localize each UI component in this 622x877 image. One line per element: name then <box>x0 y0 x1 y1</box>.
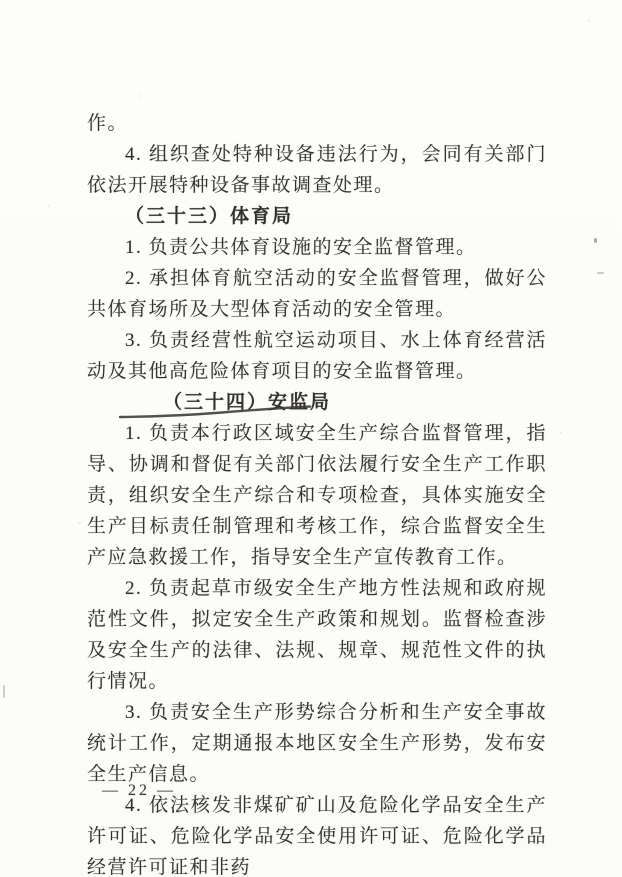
page-number: — 22 — <box>102 782 176 799</box>
underlined-heading-wrap <box>125 387 331 418</box>
paragraph-sports-item-2: 2. 承担体育航空活动的安全监督管理，做好公共体育场所及大型体育活动的安全管理。 <box>87 268 547 320</box>
section-heading-text: （三十四）安监局 <box>163 392 332 413</box>
paragraph-safety-item-3: 3. 负责安全生产形势综合分析和生产安全事故统计工作，定期通报本地区安全生产形势，发布安全生产信息。 <box>87 702 547 785</box>
scan-speck <box>3 685 5 698</box>
section-heading-34-safety-supervision-bureau <box>87 387 547 418</box>
scan-speck <box>560 432 562 434</box>
paragraph-item-4-special-equipment: 4. 组织查处特种设备违法行为，会同有关部门依法开展特种设备事故调查处理。 <box>87 144 547 196</box>
scan-speck <box>78 522 81 524</box>
section-heading-text: （三十三）体育局 <box>125 206 294 227</box>
document-body <box>87 0 547 877</box>
paragraph-safety-item-1: 1. 负责本行政区域安全生产综合监督管理，指导、协调和督促有关部门依法履行安全生产工作职责，组织安全生产综合和专项检查，具体实施安全生产目标责任制管理和考核工作，综合监督安全生产应急救援工作，指导安全生产宣传教育工作。 <box>87 423 547 568</box>
paragraph-continuation: 作。 <box>87 113 129 134</box>
scan-speck <box>588 20 590 22</box>
paragraph-sports-item-1: 1. 负责公共体育设施的安全监督管理。 <box>125 237 477 258</box>
scan-speck <box>597 272 604 274</box>
section-heading-33-sports-bureau <box>87 201 547 232</box>
paragraph-safety-item-2: 2. 负责起草市级安全生产地方性法规和政府规范性文件，拟定安全生产政策和规划。监督检查涉及安全生产的法律、法规、规章、规范性文件的执行情况。 <box>87 578 547 692</box>
scan-speck <box>594 238 597 243</box>
paragraph-safety-item-4-truncated: 4. 依法核发非煤矿矿山及危险化学品安全生产许可证、危险化学品安全使用许可证、危险化学品经营许可证和非药 <box>87 795 547 877</box>
paragraph-sports-item-3: 3. 负责经营性航空运动项目、水上体育经营活动及其他高危险体育项目的安全监督管理。 <box>87 330 547 382</box>
scan-speck <box>48 205 50 207</box>
